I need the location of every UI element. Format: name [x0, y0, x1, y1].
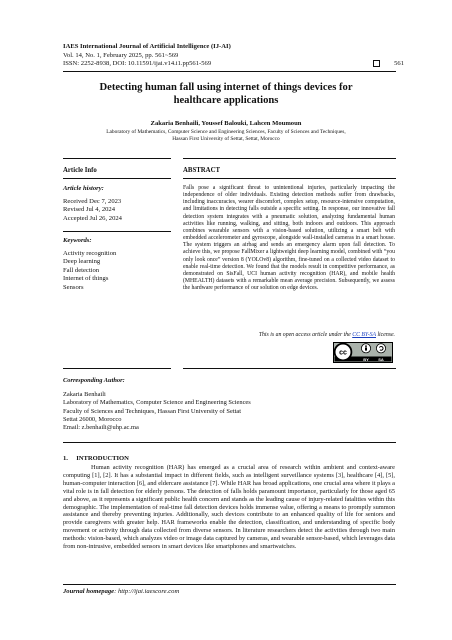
journal-name: IAES International Journal of Artificial Intelligence (IJ-AI): [63, 43, 231, 50]
page-number: 561: [394, 60, 404, 67]
keyword-item: Internet of things: [63, 275, 109, 283]
revised-date: Revised Jul 4, 2024: [63, 206, 116, 214]
abstract-bottom-rule: [183, 368, 396, 369]
keywords-block: [63, 237, 169, 293]
introduction-body: Human activity recognition (HAR) has emerged as a crucial area of research within ambient and context-aware computing [1], [2]. It has a substantial impact in different fields, such as intelligent surveillance systems [3], healthcare [4], [5], human-computer interaction [6], and eldercare assistance [7]. While HAR has broad applications, one crucial area where it plays a vital role is in fall detection for elderly persons. The detection of falls holds paramount importance, particularly for those aged 65 and above, as it represents a significant public health concern and stands as the leading cause of injury-related fatalities within this demographic. The implementation of real-time fall detection devices holds immense value, offering a means to promptly summon assistance and thereby preventing injuries. Additionally, such devices contribute to an enhanced quality of life for seniors and provide caregivers with greater help. HAR frameworks enable the detection, classification, and understanding of specific body movement or activity through data collected from diverse sensors. In literature researchers detect the activities through two main methods: vision-based, which analyzes video or image data captured by cameras, and wearable sensor-based, which leverages data from non-intrusive, embedded sensors in smart devices like smartphones and smartwatches.: [63, 464, 395, 551]
corresponding-heading: Corresponding Author:: [63, 377, 125, 384]
license-note: [183, 332, 395, 338]
square-icon: [373, 60, 380, 67]
title-line-1: Detecting human fall using internet of things devices for: [99, 82, 353, 93]
cc-by-label: BY: [363, 357, 369, 362]
introduction-heading: 1. INTRODUCTION: [63, 455, 129, 462]
article-info-heading: Article Info: [63, 167, 97, 174]
author-address: Settat 26000, Morocco: [63, 415, 122, 423]
journal-header: [63, 43, 403, 69]
authors: Zakaria Benhaili, Youssef Balouki, Lahcen Moumoun: [150, 120, 302, 127]
volume-info: Vol. 14, No. 1, February 2025, pp. 561~569: [63, 51, 179, 59]
license-prefix: This is an open access article under the: [258, 332, 353, 338]
author-email[interactable]: Email: z.benhaili@uhp.ac.ma: [63, 424, 139, 432]
homepage-url[interactable]: : http://ijai.iaescore.com: [114, 588, 180, 595]
article-info-rule: [63, 178, 171, 179]
affiliation-line-2: Hassan First University of Settat, Settat, Morocco: [172, 136, 280, 142]
history-label: Article history:: [63, 185, 104, 192]
article-info-top-rule: [63, 158, 171, 159]
affiliation: [60, 129, 392, 143]
abstract-top-rule: [183, 158, 396, 159]
license-suffix: license.: [376, 332, 395, 338]
keyword-item: Sensors: [63, 283, 84, 291]
corresponding-author: [63, 377, 393, 432]
cc-by-sa-badge-icon[interactable]: [333, 342, 393, 363]
abstract-rule: [183, 178, 396, 179]
header-divider: [63, 71, 396, 72]
abstract-heading: ABSTRACT: [183, 167, 221, 174]
keywords-rule: [63, 231, 171, 232]
journal-homepage: [63, 588, 179, 595]
abstract-text: Falls pose a significant threat to unintentional injuries, particularly impacting the independence of older individuals. Existing detection methods suffer from drawbacks, including inaccuracies, wearer discomfort, complex setup, resource-intensive computation, and limitations in detecting falls outside a specific setting. In response, our innovative fall detection system integrates with a pneumatic solution, analyzing fundamental human activities like running, walking, and sitting, both indoors and outdoors. This approach combines wearable sensors with a vision-based solution, utilizing a smart belt with embedded accelerometer and gyroscope, alongside wall-installed cameras in a smart house. The system triggers an airbag and sends an emergency alarm upon fall detection. To achieve this, we propose FallMixer a lightweight deep learning model, combined with “you only look once” version 8 (YOLOv8) algorithm, fine-tuned on a collected video dataset to enable real-time detection. We found that the models result in competitive performance, as demonstrated on SisFall, UCI human activity recognition (HAR), and mobile health (MHEALTH) datasets with a remarkable mean average precision. Subsequently, we assess the hardware performance of our solution on edge devices.: [183, 185, 395, 292]
page-number-area: [373, 60, 404, 67]
introduction-text: [63, 464, 395, 551]
accepted-date: Accepted Jul 26, 2024: [63, 214, 122, 222]
corresponding-bottom-rule: [63, 442, 396, 443]
svg-text:cc: cc: [339, 349, 347, 357]
received-date: Received Dec 7, 2023: [63, 197, 122, 205]
article-history: [63, 185, 169, 223]
keywords-label: Keywords:: [63, 237, 92, 244]
left-bottom-rule: [63, 368, 171, 369]
paper-title: [60, 81, 392, 107]
cc-sa-label: SA: [378, 357, 384, 362]
author-name: Zakaria Benhaili: [63, 391, 106, 399]
author-affil-2: Faculty of Sciences and Techniques, Hassan First University of Settat: [63, 407, 241, 415]
affiliation-line-1: Laboratory of Mathematics, Computer Science and Engineering Sciences, Faculty of Sciences and Techniques,: [106, 129, 346, 135]
keyword-item: Activity recognition: [63, 249, 117, 257]
keyword-item: Deep learning: [63, 258, 101, 266]
license-link[interactable]: CC BY-SA: [352, 332, 376, 338]
homepage-label: Journal homepage: [63, 588, 115, 595]
author-affil-1: Laboratory of Mathematics, Computer Science and Engineering Sciences: [63, 399, 251, 407]
issn-doi: ISSN: 2252-8938, DOI: 10.11591/ijai.v14.i1.pp561-569: [63, 60, 212, 68]
keyword-item: Fall detection: [63, 266, 100, 274]
title-line-2: healthcare applications: [173, 95, 279, 106]
footer-rule: [63, 584, 396, 585]
